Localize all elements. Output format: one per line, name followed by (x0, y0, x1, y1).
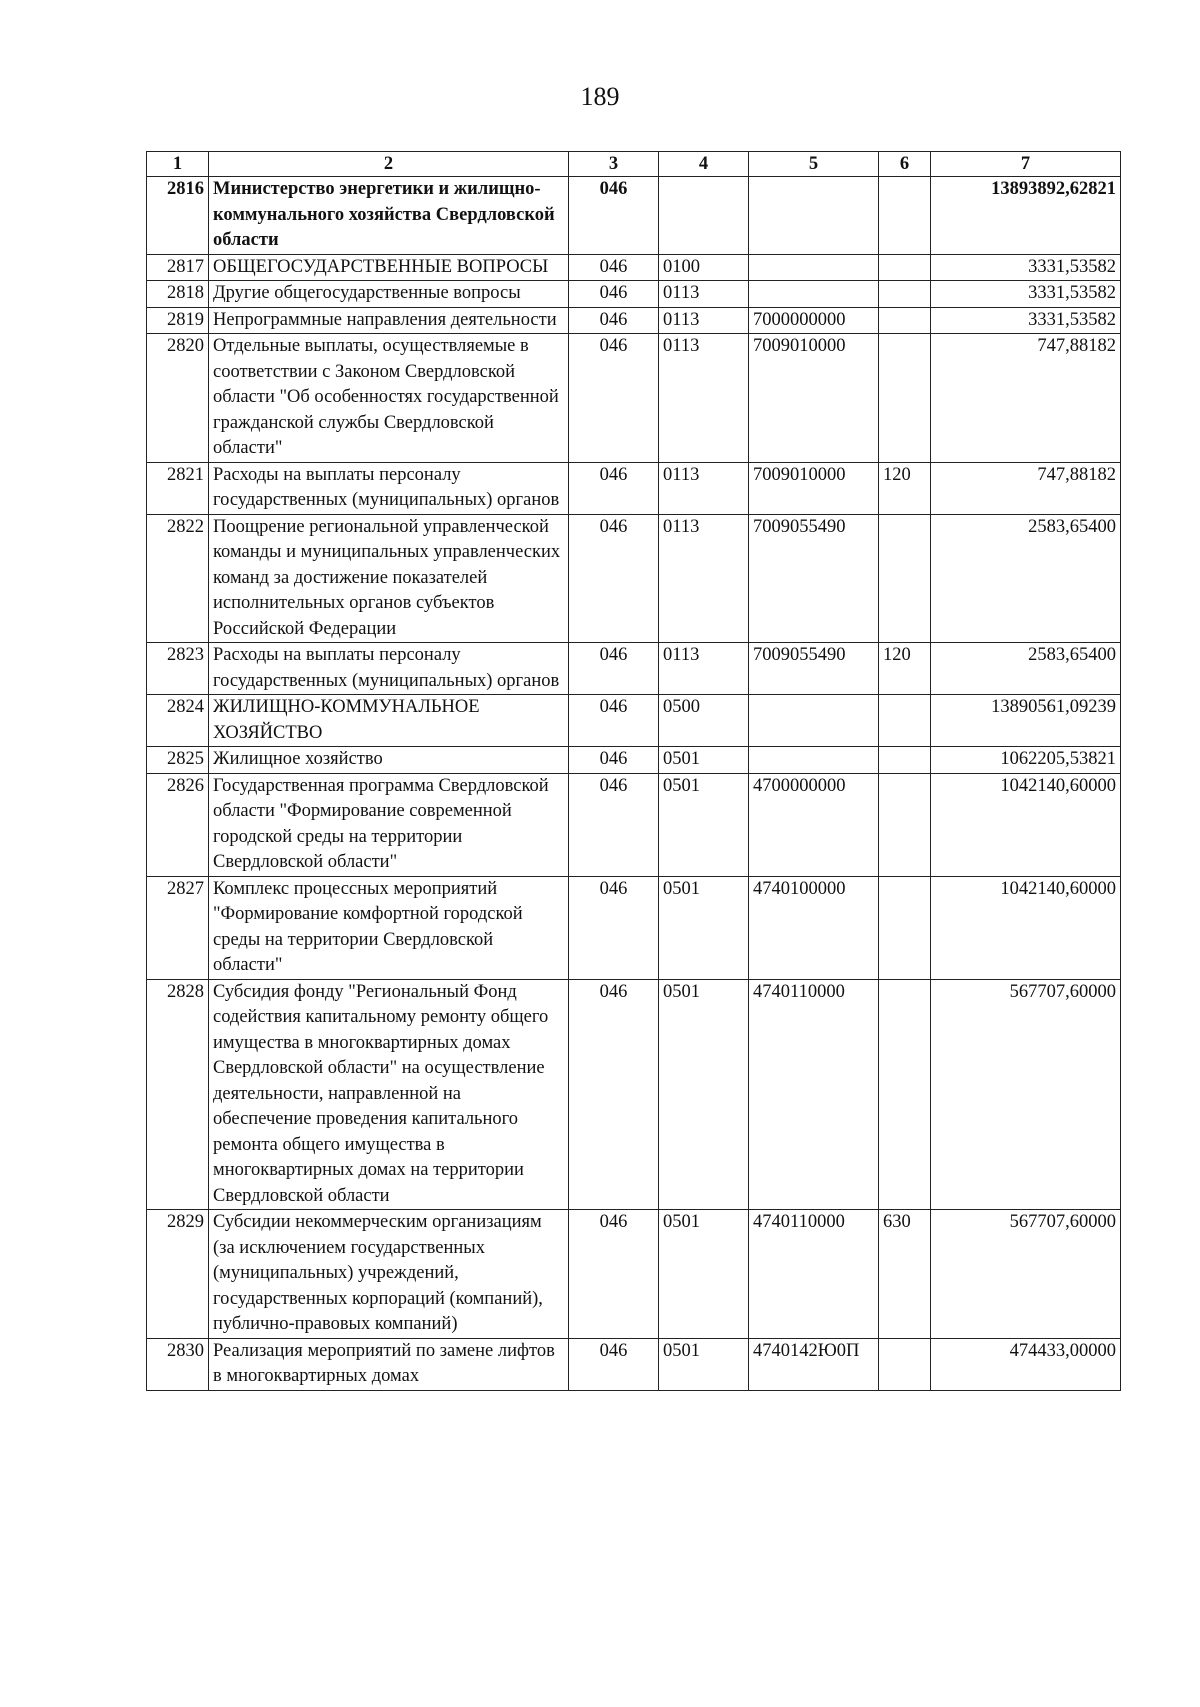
row-target-code-cell (749, 747, 879, 774)
row-expense-type-cell (879, 979, 931, 1210)
row-number-cell: 2816 (147, 177, 209, 255)
row-section-code-cell: 0501 (659, 1338, 749, 1390)
row-expense-type-cell (879, 747, 931, 774)
row-target-code-cell: 4740110000 (749, 979, 879, 1210)
row-name-cell: Непрограммные направления деятельности (209, 307, 569, 334)
row-target-code-cell: 4700000000 (749, 773, 879, 876)
row-number-cell: 2823 (147, 643, 209, 695)
row-ministry-code-cell: 046 (569, 334, 659, 463)
table-body (147, 177, 1121, 1391)
row-name-cell: Жилищное хозяйство (209, 747, 569, 774)
row-target-code-cell: 7009055490 (749, 643, 879, 695)
row-ministry-code-cell: 046 (569, 747, 659, 774)
table-row (147, 177, 1121, 255)
row-name-cell: Комплекс процессных мероприятий "Формирование комфортной городской среды на территории Свердловской области" (209, 876, 569, 979)
row-target-code-cell (749, 177, 879, 255)
row-amount-cell: 567707,60000 (931, 979, 1121, 1210)
row-name-cell: Субсидии некоммерческим организациям (за исключением государственных (муниципальных) учреждений, государственных корпораций (компаний), публично-правовых компаний) (209, 1210, 569, 1339)
row-amount-cell: 567707,60000 (931, 1210, 1121, 1339)
row-name-cell: Поощрение региональной управленческой команды и муниципальных управленческих команд за достижение показателей исполнительных органов субъектов Российской Федерации (209, 514, 569, 643)
row-section-code-cell: 0113 (659, 514, 749, 643)
row-amount-cell: 2583,65400 (931, 514, 1121, 643)
row-number-cell: 2822 (147, 514, 209, 643)
row-section-code-cell (659, 177, 749, 255)
row-expense-type-cell (879, 1338, 931, 1390)
row-target-code-cell (749, 254, 879, 281)
header-col-7: 7 (931, 152, 1121, 177)
row-amount-cell: 13890561,09239 (931, 695, 1121, 747)
row-amount-cell: 13893892,62821 (931, 177, 1121, 255)
row-name-cell: ЖИЛИЩНО-КОММУНАЛЬНОЕ ХОЗЯЙСТВО (209, 695, 569, 747)
row-ministry-code-cell: 046 (569, 979, 659, 1210)
row-expense-type-cell: 630 (879, 1210, 931, 1339)
row-amount-cell: 2583,65400 (931, 643, 1121, 695)
header-col-1: 1 (147, 152, 209, 177)
row-amount-cell: 3331,53582 (931, 307, 1121, 334)
row-ministry-code-cell: 046 (569, 773, 659, 876)
table-row (147, 747, 1121, 774)
row-number-cell: 2824 (147, 695, 209, 747)
row-expense-type-cell (879, 876, 931, 979)
table-row (147, 254, 1121, 281)
row-number-cell: 2817 (147, 254, 209, 281)
table-row (147, 695, 1121, 747)
row-name-cell: Государственная программа Свердловской области "Формирование современной городской среды на территории Свердловской области" (209, 773, 569, 876)
row-section-code-cell: 0100 (659, 254, 749, 281)
header-col-5: 5 (749, 152, 879, 177)
row-ministry-code-cell: 046 (569, 177, 659, 255)
row-target-code-cell (749, 281, 879, 308)
row-number-cell: 2819 (147, 307, 209, 334)
row-section-code-cell: 0501 (659, 876, 749, 979)
table-row (147, 334, 1121, 463)
row-number-cell: 2821 (147, 462, 209, 514)
row-number-cell: 2830 (147, 1338, 209, 1390)
row-section-code-cell: 0113 (659, 462, 749, 514)
row-name-cell: ОБЩЕГОСУДАРСТВЕННЫЕ ВОПРОСЫ (209, 254, 569, 281)
row-section-code-cell: 0501 (659, 773, 749, 876)
row-expense-type-cell (879, 334, 931, 463)
row-ministry-code-cell: 046 (569, 643, 659, 695)
row-name-cell: Отдельные выплаты, осуществляемые в соответствии с Законом Свердловской области "Об особенностях государственной гражданской службы Свердловской области" (209, 334, 569, 463)
row-name-cell: Министерство энергетики и жилищно-коммунального хозяйства Свердловской области (209, 177, 569, 255)
row-target-code-cell (749, 695, 879, 747)
row-expense-type-cell: 120 (879, 462, 931, 514)
row-expense-type-cell (879, 514, 931, 643)
row-expense-type-cell (879, 307, 931, 334)
row-amount-cell: 474433,00000 (931, 1338, 1121, 1390)
row-number-cell: 2828 (147, 979, 209, 1210)
table-row (147, 643, 1121, 695)
row-ministry-code-cell: 046 (569, 1210, 659, 1339)
row-target-code-cell: 4740142Ю0П (749, 1338, 879, 1390)
table-header (147, 152, 1121, 177)
table-row (147, 462, 1121, 514)
row-section-code-cell: 0113 (659, 307, 749, 334)
row-expense-type-cell (879, 281, 931, 308)
row-target-code-cell: 4740110000 (749, 1210, 879, 1339)
budget-table (146, 151, 1121, 1391)
row-number-cell: 2827 (147, 876, 209, 979)
row-section-code-cell: 0501 (659, 1210, 749, 1339)
table-row (147, 1338, 1121, 1390)
row-section-code-cell: 0113 (659, 643, 749, 695)
row-ministry-code-cell: 046 (569, 307, 659, 334)
row-name-cell: Расходы на выплаты персоналу государственных (муниципальных) органов (209, 643, 569, 695)
row-target-code-cell: 7009010000 (749, 462, 879, 514)
row-name-cell: Субсидия фонду "Региональный Фонд содействия капитальному ремонту общего имущества в многоквартирных домах Свердловской области" на осуществление деятельности, направленной на обеспечение проведения капитального ремонта общего имущества в многоквартирных домах на территории Свердловской области (209, 979, 569, 1210)
header-col-4: 4 (659, 152, 749, 177)
header-col-2: 2 (209, 152, 569, 177)
row-target-code-cell: 7000000000 (749, 307, 879, 334)
row-section-code-cell: 0501 (659, 747, 749, 774)
row-name-cell: Другие общегосударственные вопросы (209, 281, 569, 308)
table-row (147, 1210, 1121, 1339)
row-target-code-cell: 7009010000 (749, 334, 879, 463)
row-amount-cell: 3331,53582 (931, 254, 1121, 281)
table-row (147, 281, 1121, 308)
row-name-cell: Реализация мероприятий по замене лифтов в многоквартирных домах (209, 1338, 569, 1390)
row-target-code-cell: 4740100000 (749, 876, 879, 979)
row-number-cell: 2829 (147, 1210, 209, 1339)
row-ministry-code-cell: 046 (569, 254, 659, 281)
row-number-cell: 2818 (147, 281, 209, 308)
row-number-cell: 2825 (147, 747, 209, 774)
row-expense-type-cell (879, 254, 931, 281)
row-expense-type-cell: 120 (879, 643, 931, 695)
row-amount-cell: 1042140,60000 (931, 773, 1121, 876)
table-row (147, 979, 1121, 1210)
row-ministry-code-cell: 046 (569, 695, 659, 747)
page-number: 189 (580, 82, 620, 111)
row-amount-cell: 3331,53582 (931, 281, 1121, 308)
table-row (147, 876, 1121, 979)
row-ministry-code-cell: 046 (569, 281, 659, 308)
row-ministry-code-cell: 046 (569, 876, 659, 979)
table-row (147, 773, 1121, 876)
row-amount-cell: 1042140,60000 (931, 876, 1121, 979)
row-number-cell: 2820 (147, 334, 209, 463)
row-ministry-code-cell: 046 (569, 1338, 659, 1390)
row-section-code-cell: 0113 (659, 334, 749, 463)
header-col-3: 3 (569, 152, 659, 177)
row-target-code-cell: 7009055490 (749, 514, 879, 643)
row-name-cell: Расходы на выплаты персоналу государственных (муниципальных) органов (209, 462, 569, 514)
table-row (147, 307, 1121, 334)
header-col-6: 6 (879, 152, 931, 177)
row-section-code-cell: 0501 (659, 979, 749, 1210)
row-expense-type-cell (879, 695, 931, 747)
row-ministry-code-cell: 046 (569, 514, 659, 643)
row-expense-type-cell (879, 773, 931, 876)
row-amount-cell: 1062205,53821 (931, 747, 1121, 774)
table-row (147, 514, 1121, 643)
row-section-code-cell: 0500 (659, 695, 749, 747)
row-amount-cell: 747,88182 (931, 462, 1121, 514)
row-expense-type-cell (879, 177, 931, 255)
row-ministry-code-cell: 046 (569, 462, 659, 514)
row-amount-cell: 747,88182 (931, 334, 1121, 463)
row-section-code-cell: 0113 (659, 281, 749, 308)
row-number-cell: 2826 (147, 773, 209, 876)
